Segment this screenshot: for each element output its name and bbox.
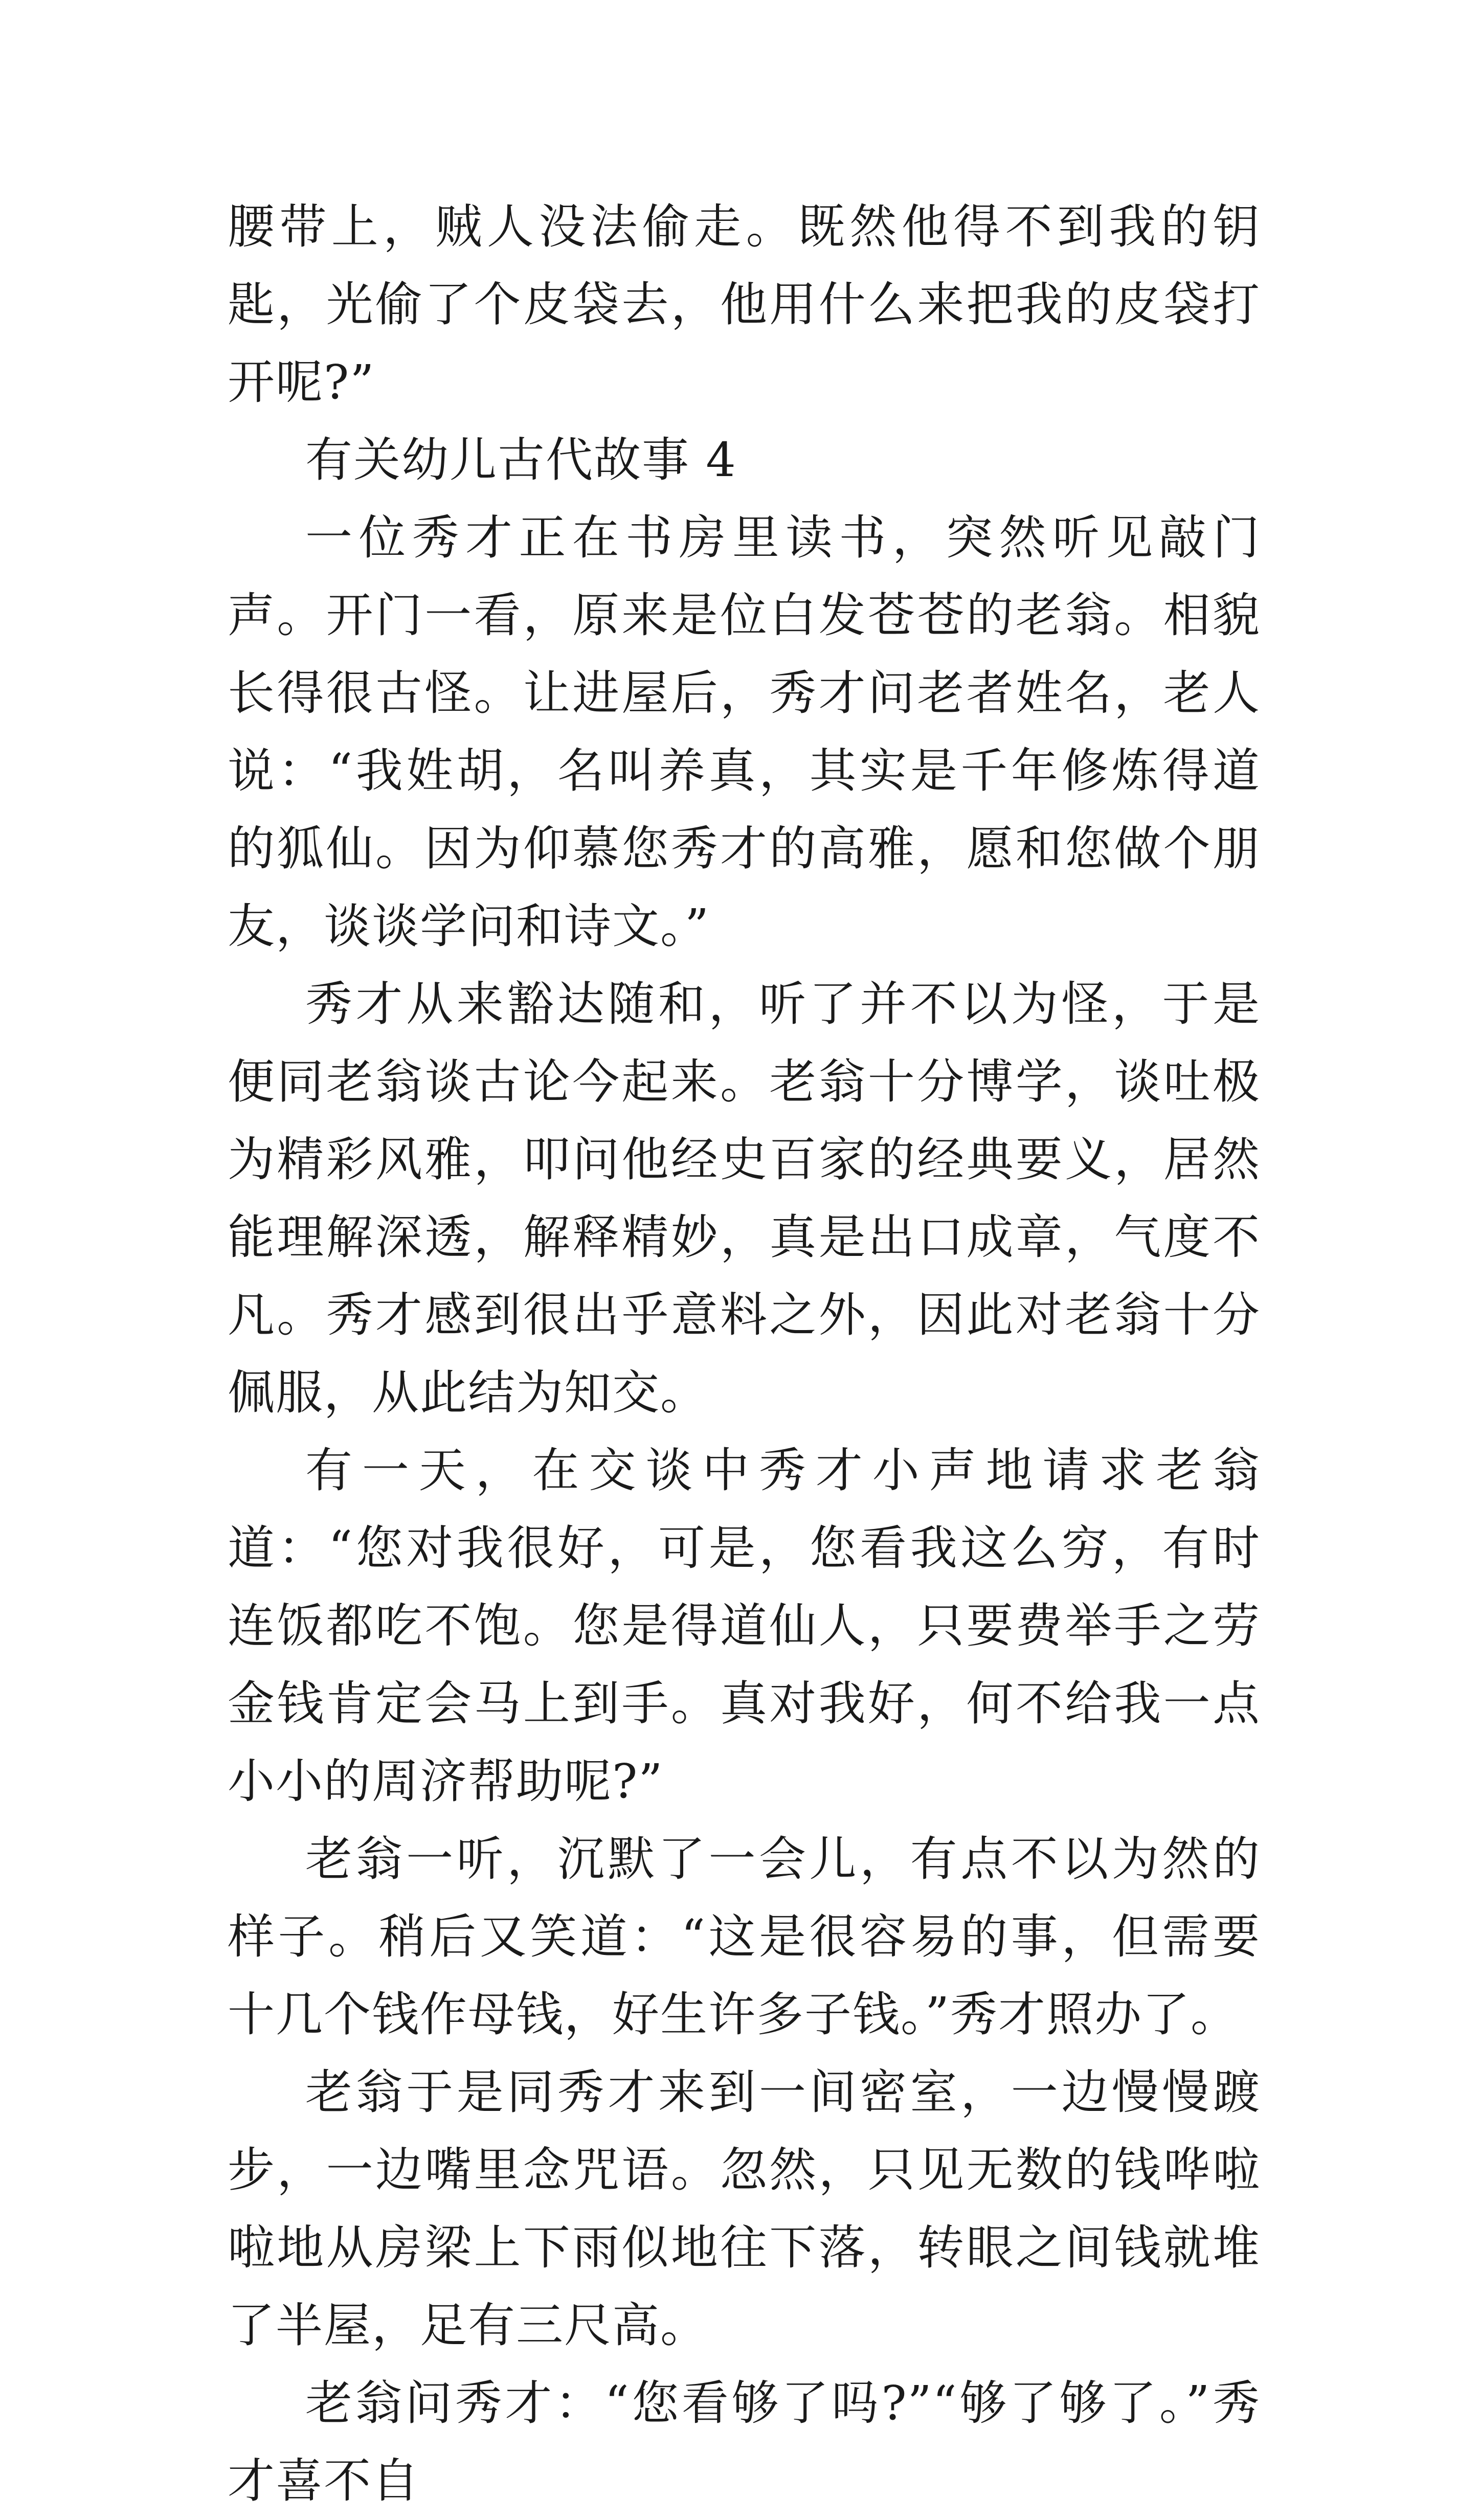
paragraph-continuation: 腰带上，贼人没法偷走。既然他得不到我的钥匙，光偷了个皮袋去，他用什么来把我的皮袋打开呢?” <box>228 199 1261 410</box>
paragraph: 秀才从来豁达随和，听了并不以为怪，于是便同老翁谈古论今起来。老翁十分博学，谈吐极为精彩风雅，叩问他经史百家的经典要义，居然能理解深透，解释精妙，真是出口成章，气度不凡。秀才感到很出乎意料之外，因此对老翁十分佩服，从此结为知交。 <box>228 977 1261 1420</box>
paragraph: 一位秀才正在书房里读书，突然听见敲门声。开门一看，原来是位白发苍苍的老翁。相貌长得很古怪。让进屋后，秀才问老者姓名，老人说：“我姓胡，名叫养真，其实是千年修炼得道的狐仙。因为仰慕您秀才的高雅，愿和您做个朋友，谈谈学问和诗文。” <box>228 510 1261 954</box>
paragraph: 有一天，在交谈中秀才小声地请求老翁道：“您对我很好，可是，您看我这么穷，有时连饭都吃不饱。您是得道仙人，只要费举手之劳金钱肯定会马上到手。真对我好，何不给我一点小小的周济帮助呢?” <box>228 1443 1261 1809</box>
body-text <box>228 188 1261 2520</box>
section-heading: 有关幼儿古代故事 4 <box>305 433 737 487</box>
paragraph: 老翁问秀才：“您看够了吗?”“够了够了。”秀才喜不自 <box>228 2376 1261 2508</box>
paragraph: 老翁于是同秀才来到一间密室，一边慢慢踱步，一边嘴里念咒语。忽然，只见无数的钱哗啦啦地从房梁上下雨似地往下落，转眼之间钱就堆了半屋，足有三尺高。 <box>228 2065 1261 2353</box>
paragraph: 老翁一听，沉默了一会儿，有点不以为然的样子。稍后又笑道：“这是很容易的事，但需要十几个钱作母钱，好生许多子钱。”秀才照办了。 <box>228 1832 1261 2042</box>
